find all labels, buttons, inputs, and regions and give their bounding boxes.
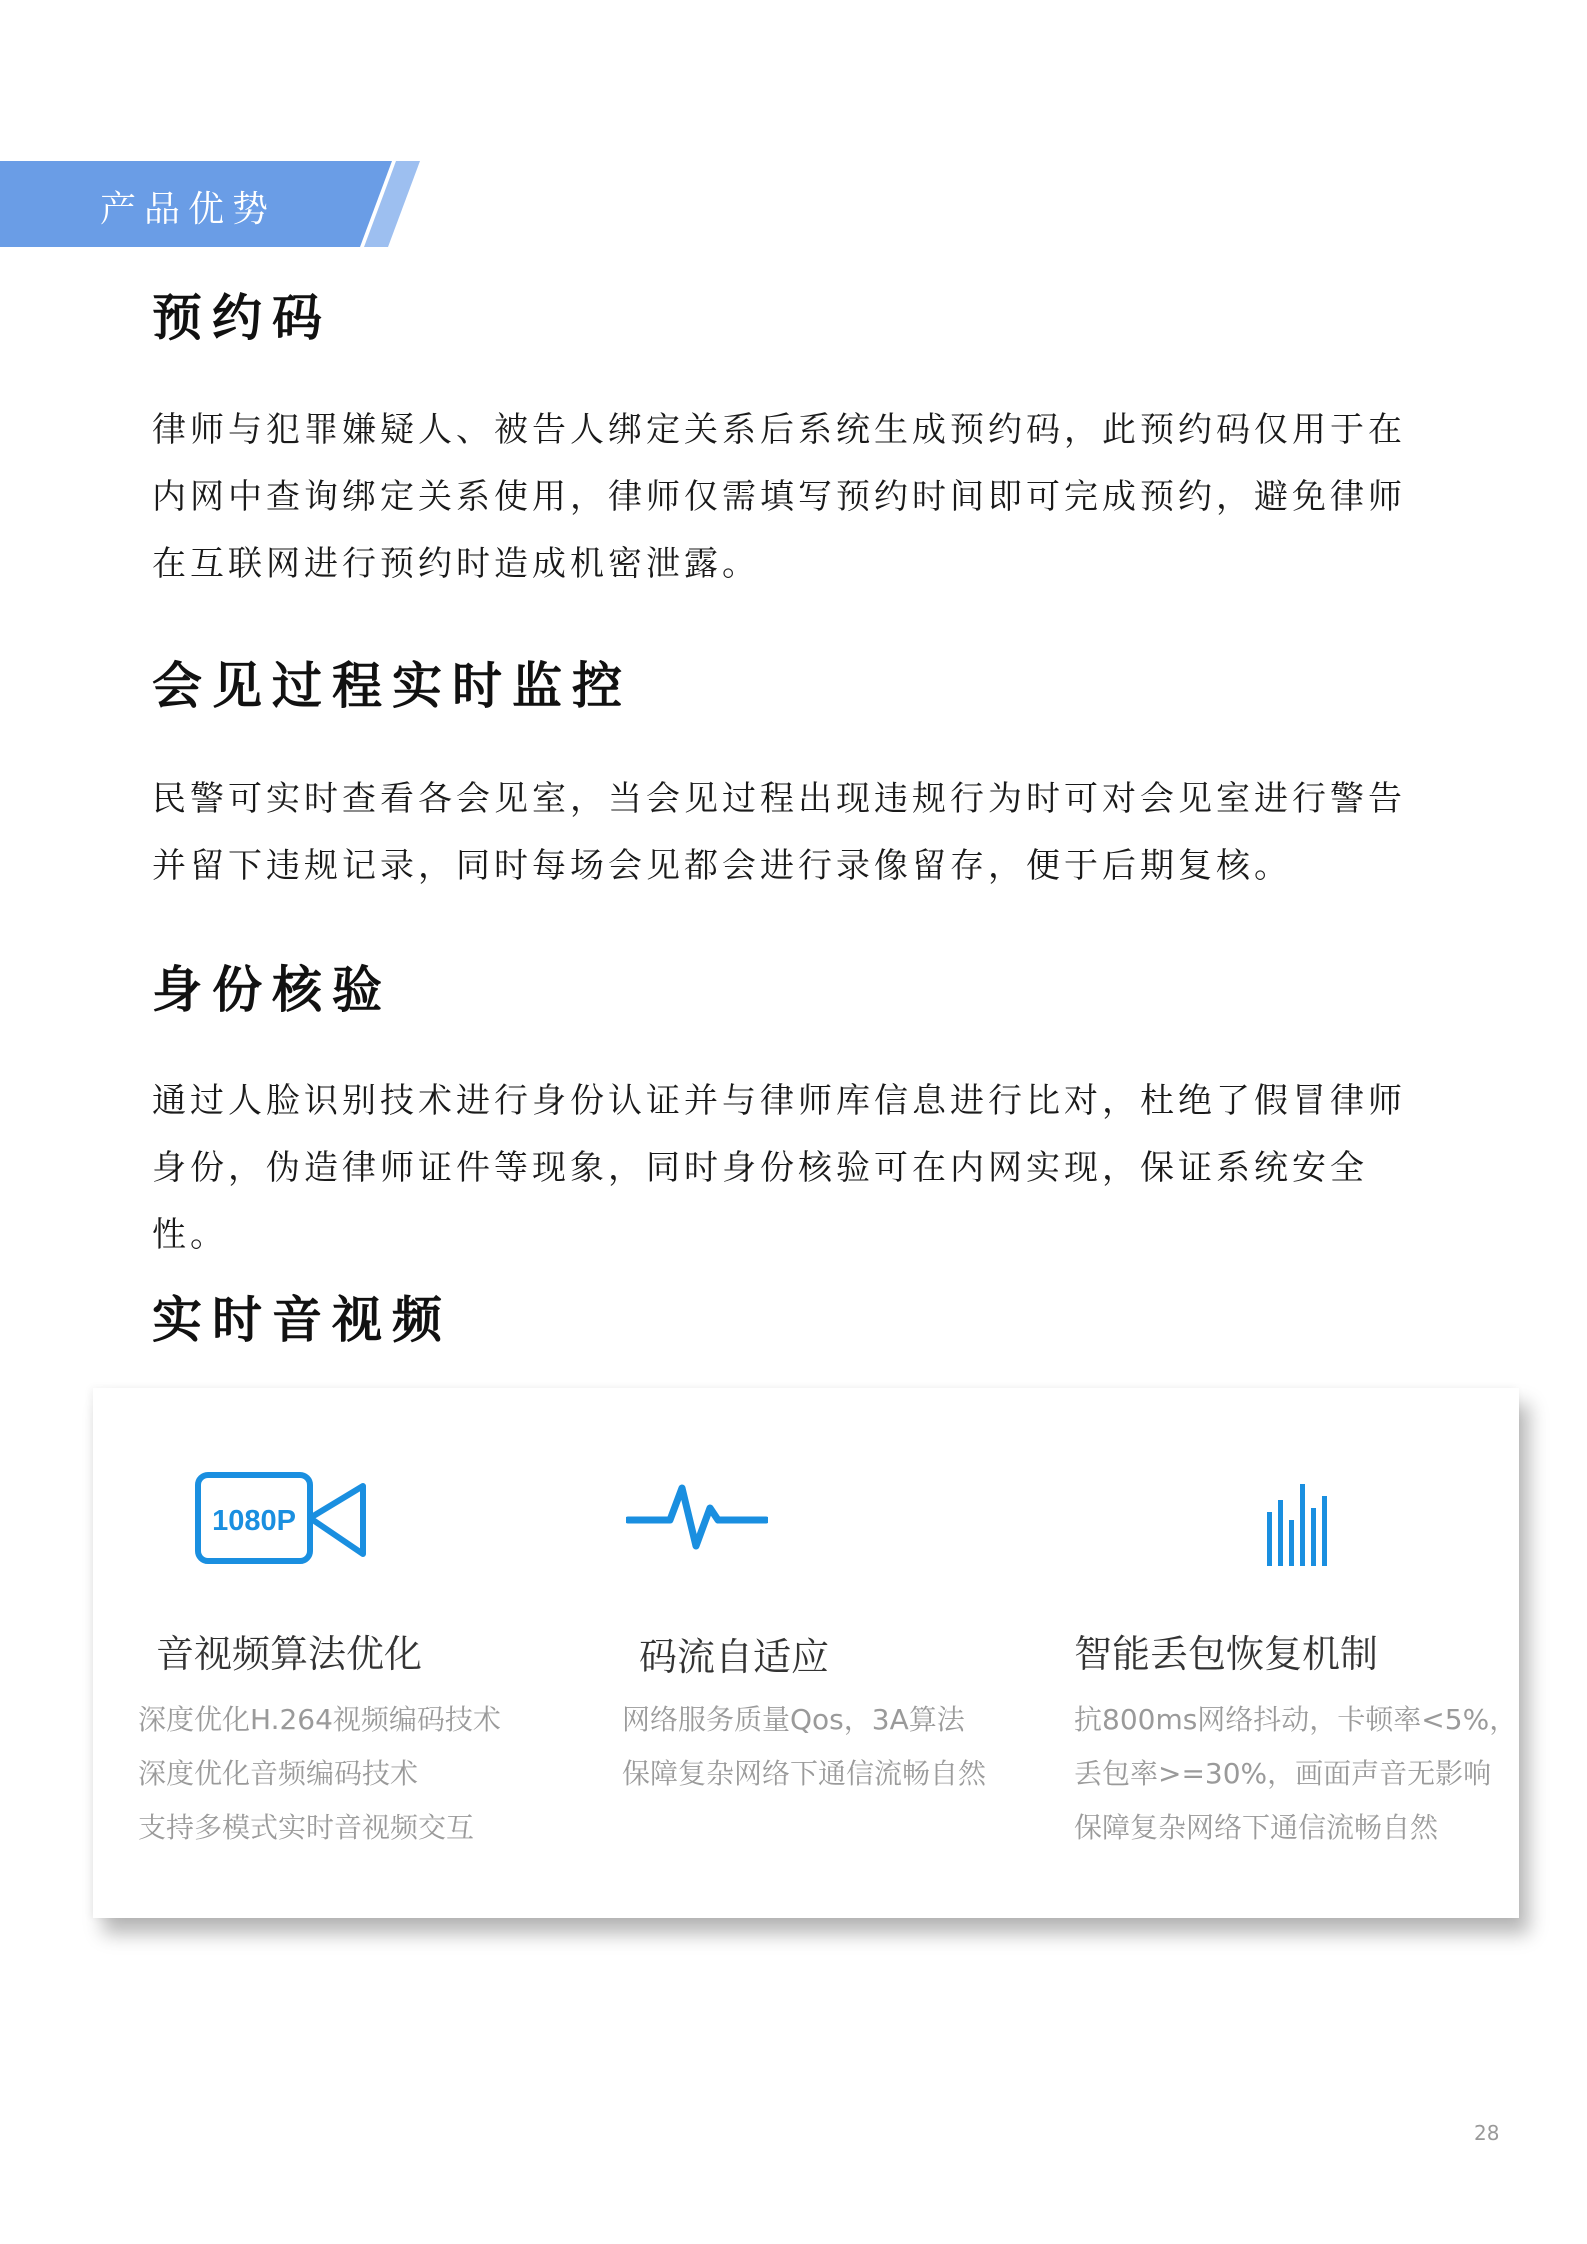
feature-line: 保障复杂网络下通信流畅自然	[622, 1757, 987, 1790]
icon-1080p-label: 1080P	[212, 1505, 296, 1537]
paragraph-meeting-monitoring: 民警可实时查看各会见室，当会见过程出现违规行为时可对会见室进行警告并留下违规记录，同时每场会见都会进行录像留存，便于后期复核。	[152, 779, 1406, 886]
video-camera-1080p-icon	[195, 1472, 371, 1574]
heading-identity-verification: 身份核验	[152, 960, 392, 1019]
feature-line: 深度优化H.264视频编码技术	[138, 1703, 501, 1736]
heading-appointment-code: 预约码	[152, 288, 332, 347]
feature-title: 音视频算法优化	[156, 1632, 423, 1676]
feature-line: 支持多模式实时音视频交互	[138, 1811, 475, 1844]
feature-description	[622, 1693, 986, 1801]
audio-bars-icon	[1265, 1482, 1327, 1566]
feature-line: 丢包率>=30%，画面声音无影响	[1074, 1757, 1492, 1790]
feature-line: 网络服务质量Qos，3A算法	[622, 1703, 965, 1736]
feature-description	[1074, 1693, 1517, 1855]
paragraph-appointment-code: 律师与犯罪嫌疑人、被告人绑定关系后系统生成预约码，此预约码仅用于在内网中查询绑定关系使用，律师仅需填写预约时间即可完成预约，避免律师在互联网进行预约时造成机密泄露。	[152, 410, 1406, 584]
feature-line: 保障复杂网络下通信流畅自然	[1074, 1811, 1439, 1844]
features-card	[93, 1388, 1519, 1918]
feature-av-algorithm	[93, 1388, 568, 1918]
paragraph-identity-verification: 通过人脸识别技术进行身份认证并与律师库信息进行比对，杜绝了假冒律师身份，伪造律师证件等现象，同时身份核验可在内网实现，保证系统安全性。	[152, 1081, 1406, 1255]
section-banner	[0, 161, 420, 247]
feature-title: 码流自适应	[639, 1635, 830, 1679]
page-number: 28	[1474, 2121, 1500, 2145]
heading-realtime-av: 实时音视频	[152, 1290, 452, 1349]
feature-line: 抗800ms网络抖动，卡顿率<5%，	[1074, 1703, 1518, 1736]
feature-packet-loss-recovery	[1043, 1388, 1519, 1918]
feature-line: 深度优化音频编码技术	[138, 1757, 419, 1790]
heading-meeting-monitoring: 会见过程实时监控	[152, 656, 632, 715]
pulse-wave-icon	[626, 1482, 768, 1554]
feature-title: 智能丢包恢复机制	[1074, 1632, 1379, 1676]
feature-adaptive-bitrate	[568, 1388, 1043, 1918]
banner-label: 产品优势	[100, 189, 277, 230]
feature-description	[138, 1693, 501, 1855]
